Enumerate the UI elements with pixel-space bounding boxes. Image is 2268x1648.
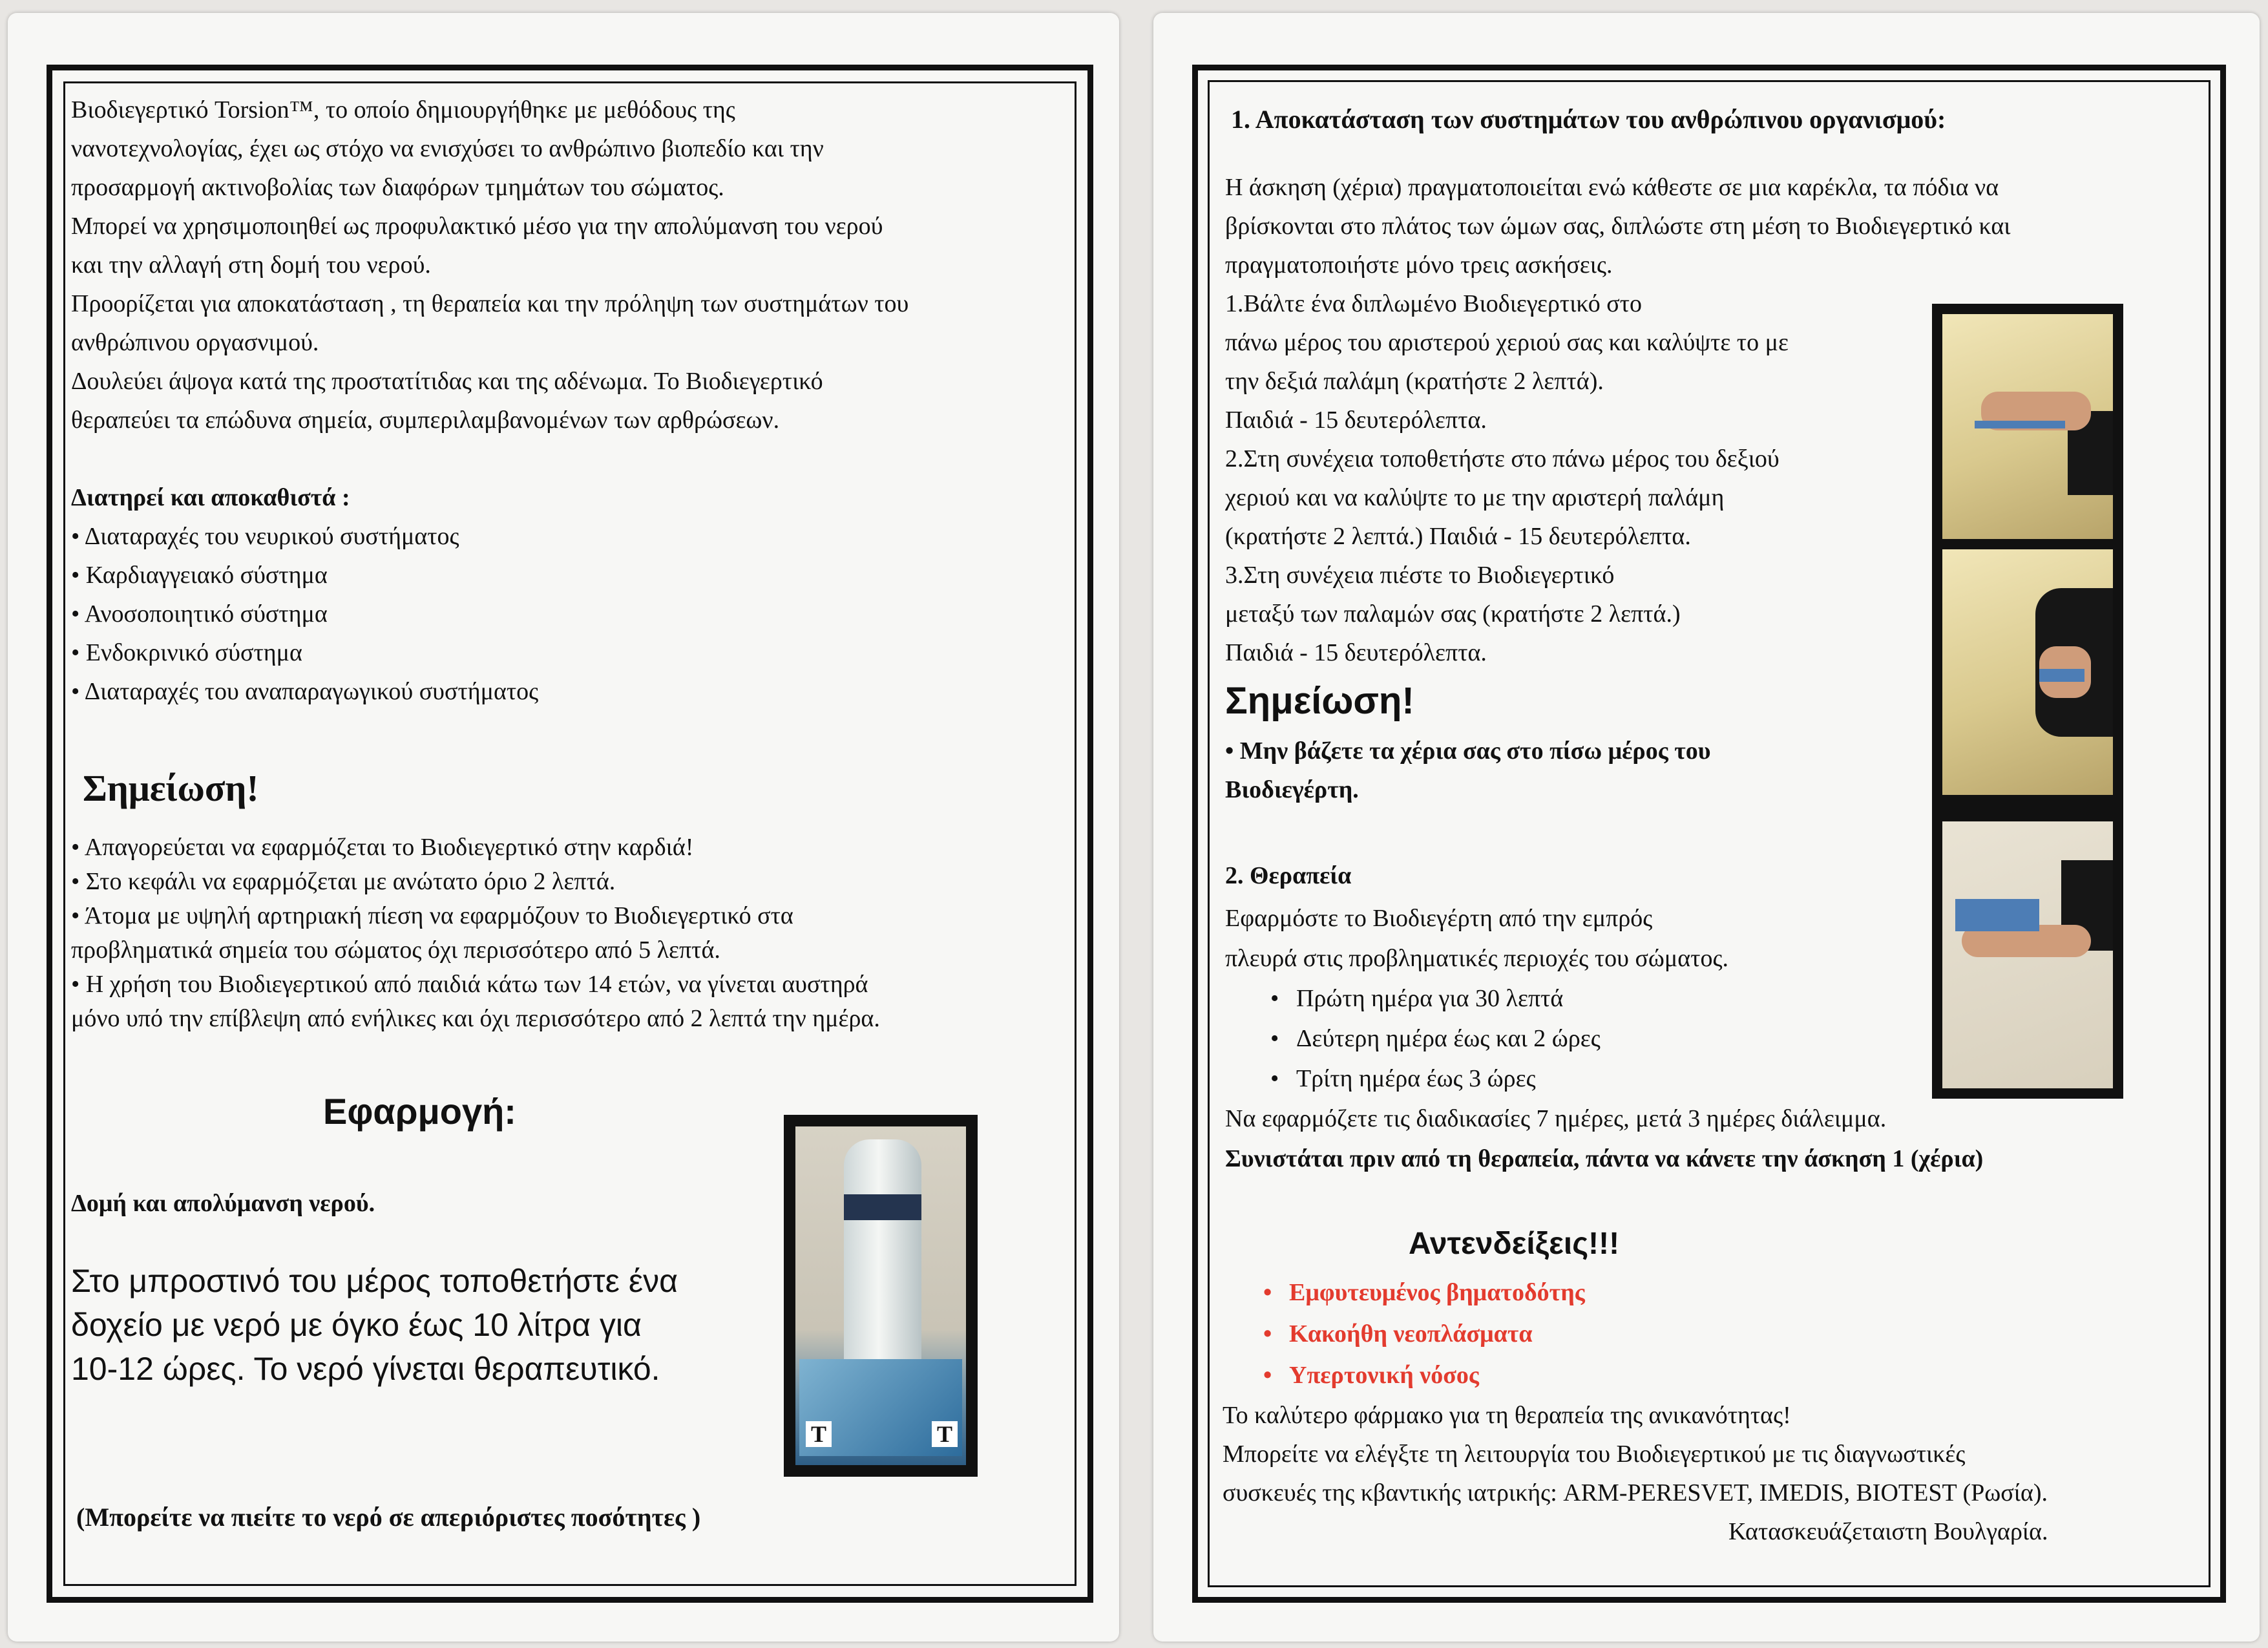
list-item: • Διαταραχές του αναπαραγωγικού συστήματος [71,678,539,705]
stimulator-mat-image [799,1359,962,1456]
note-line: • Η χρήση του Βιοδιεγερτικού από παιδιά κάτω των 14 ετών, να γίνεται αυστηρά [71,971,868,998]
intro-line: Δουλεύει άψογα κατά της προστατίτιδας και της αδένωμα. Το Βιοδιεγερτικό [71,368,823,395]
section2-line: πλευρά στις προβληματικές περιοχές του σώματος. [1225,945,1729,972]
note-line: • Άτομα με υψηλή αρτηριακή πίεση να εφαρμόζουν το Βιοδιεγερτικό στα [71,902,793,929]
section1-line: πραγματοποιήστε μόνο τρεις ασκήσεις. [1225,251,1613,279]
note-line: Βιοδιεγέρτη. [1225,776,1359,803]
water-bottle-image [844,1139,921,1379]
note-heading: Σημείωση! [83,767,259,809]
intro-line: θεραπεύει τα επώδυνα σημεία, συμπεριλαμβανομένων των αρθρώσεων. [71,407,780,434]
section1-line: Παιδιά - 15 δευτερόλεπτα. [1225,639,1487,666]
section1-line: Παιδιά - 15 δευτερόλεπτα. [1225,407,1487,434]
section1-line: 3.Στη συνέχεια πιέστε το Βιοδιεγερτικό [1225,562,1615,589]
intro-line: προσαρμογή ακτινοβολίας των διαφόρων τμημάτων του σώματος. [71,174,724,201]
list-item: • Καρδιαγγειακό σύστημα [71,562,328,589]
note-line: • Μην βάζετε τα χέρια σας στο πίσω μέρος του [1225,737,1711,765]
section1-line: βρίσκονται στο πλάτος των ώμων σας, διπλώστε στη μέση το Βιοδιεγερτικό και [1225,213,2011,240]
hand-exercise-photo-3-frame [1932,811,2123,1099]
therapy-day-item: • Τρίτη ημέρα έως 3 ώρες [1270,1065,1536,1092]
hand-exercise-photo-1 [1942,314,2113,539]
section1-line: την δεξιά παλάμη (κρατήστε 2 λεπτά). [1225,368,1604,395]
application-heading: Εφαρμογή: [323,1091,516,1132]
hand-exercise-photos [1932,304,2123,872]
water-instructions [71,1259,678,1391]
section1-body [1225,168,2011,672]
intro-paragraph [71,90,908,439]
closing-line: συσκευές της κβαντικής ιατρικής: ARM-PERESVET, IMEDIS, BIOTEST (Ρωσία). [1223,1479,2048,1506]
note-body [1225,732,1711,809]
contraindications-list [1263,1272,1585,1396]
section1-line: πάνω μέρος του αριστερού χεριού σας και καλύψτε το με [1225,329,1789,356]
contraindications-heading: Αντενδείξεις!!! [1409,1227,1620,1261]
bottle-label-band [844,1194,921,1220]
contra-label: Εμφυτευμένος βηματοδότης [1289,1279,1585,1306]
therapy-day-item: • Πρώτη ημέρα για 30 λεπτά [1270,985,1564,1012]
contra-label: Υπερτονική νόσος [1289,1362,1479,1389]
section1-heading: 1. Αποκατάσταση των συστημάτων του ανθρώπινου οργανισμού: [1231,105,1946,134]
bottle-photo [784,1115,978,1477]
torsion-logo-tile: T [932,1421,958,1447]
list-item: • Ανοσοποιητικό σύστημα [71,600,328,628]
section2-heading: 2. Θεραπεία [1225,862,1352,889]
contra-item: • Εμφυτευμένος βηματοδότης [1263,1279,1585,1306]
made-in-label: Κατασκευάζεταιστη Βουλγαρία. [1728,1518,2048,1545]
intro-line: ανθρώπινου οργασνιμού. [71,329,319,356]
water-line: 10-12 ώρες. Το νερό γίνεται θεραπευτικό. [71,1351,660,1387]
maintain-list [71,517,538,711]
intro-line: Μπορεί να χρησιμοποιηθεί ως προφυλακτικό μέσο για την απολύμανση του νερού [71,213,883,240]
contra-item: • Κακοήθη νεοπλάσματα [1263,1320,1533,1347]
note-line: προβληματικά σημεία του σώματος όχι περισσότερο από 5 λεπτά. [71,936,720,964]
water-heading: Δομή και απολύμανση νερού. [71,1190,375,1217]
recommend-line: Συνιστάται πριν από τη θεραπεία, πάντα να κάνετε την άσκηση 1 (χέρια) [1225,1145,1984,1172]
note-line: • Απαγορεύεται να εφαρμόζεται το Βιοδιεγερτικό στην καρδιά! [71,834,694,861]
note-heading: Σημείωση! [1225,680,1414,722]
section2-line: Εφαρμόστε το Βιοδιεγέρτη από την εμπρός [1225,905,1653,932]
hand-exercise-photo-3 [1942,821,2113,1088]
section1-line: 2.Στη συνέχεια τοποθετήστε στο πάνω μέρος του δεξιού [1225,445,1780,472]
contra-label: Κακοήθη νεοπλάσματα [1289,1320,1533,1347]
water-line: δοχείο με νερό με όγκο έως 10 λίτρα για [71,1307,642,1343]
note-line: μόνο υπό την επίβλεψη από ενήλικες και όχι περισσότερο από 2 λεπτά την ημέρα. [71,1005,880,1032]
note-list [71,830,880,1036]
therapy-day-label: Τρίτη ημέρα έως 3 ώρες [1296,1065,1536,1092]
intro-line: Βιοδιεγερτικό Torsion™, το οποίο δημιουργήθηκε με μεθόδους της [71,96,735,123]
section2-body [1225,898,1983,1179]
therapy-day-label: Δεύτερη ημέρα έως και 2 ώρες [1296,1025,1601,1052]
closing-line: Μπορείτε να ελέγξτε τη λειτουργία του Βιοδιεγερτικού με τις διαγνωστικές [1223,1441,1966,1468]
section1-line: Η άσκηση (χέρια) πραγματοποιείται ενώ κάθεστε σε μια καρέκλα, τα πόδια να [1225,174,1999,201]
drink-note: (Μπορείτε να πιείτε το νερό σε απεριόριστες ποσότητες ) [76,1503,701,1532]
intro-line: Προορίζεται για αποκατάσταση , τη θεραπεία και την πρόληψη των συστημάτων του [71,290,909,317]
intro-line: νανοτεχνολογίας, έχει ως στόχο να ενισχύσει το ανθρώπινο βιοπεδίο και την [71,135,824,162]
note-line: • Στο κεφάλι να εφαρμόζεται με ανώτατο όριο 2 λεπτά. [71,868,616,895]
maintain-heading: Διατηρεί και αποκαθιστά : [71,484,350,511]
therapy-day-item: • Δεύτερη ημέρα έως και 2 ώρες [1270,1025,1601,1052]
closing-text [1223,1396,2048,1512]
list-item: • Ενδοκρινικό σύστημα [71,639,302,666]
section1-line: μεταξύ των παλαμών σας (κρατήστε 2 λεπτά.) [1225,600,1681,628]
list-item: • Διαταραχές του νευρικού συστήματος [71,523,459,550]
therapy-day-label: Πρώτη ημέρα για 30 λεπτά [1296,985,1564,1012]
torsion-logo-tile: T [806,1421,832,1447]
water-line: Στο μπροστινό του μέρος τοποθετήστε ένα [71,1263,678,1299]
section1-line: χεριού και να καλύψτε το με την αριστερή παλάμη [1225,484,1725,511]
closing-line: Το καλύτερο φάρμακο για τη θεραπεία της ανικανότητας! [1223,1402,1791,1429]
contra-item: • Υπερτονική νόσος [1263,1362,1479,1389]
procedure-line: Να εφαρμόζετε τις διαδικασίες 7 ημέρες, μετά 3 ημέρες διάλειμμα. [1225,1105,1887,1132]
section1-line: 1.Βάλτε ένα διπλωμένο Βιοδιεγερτικό στο [1225,290,1642,317]
hand-exercise-photo-2 [1942,549,2113,795]
intro-line: και την αλλαγή στη δομή του νερού. [71,251,431,279]
section1-line: (κρατήστε 2 λεπτά.) Παιδιά - 15 δευτερόλεπτα. [1225,523,1691,550]
